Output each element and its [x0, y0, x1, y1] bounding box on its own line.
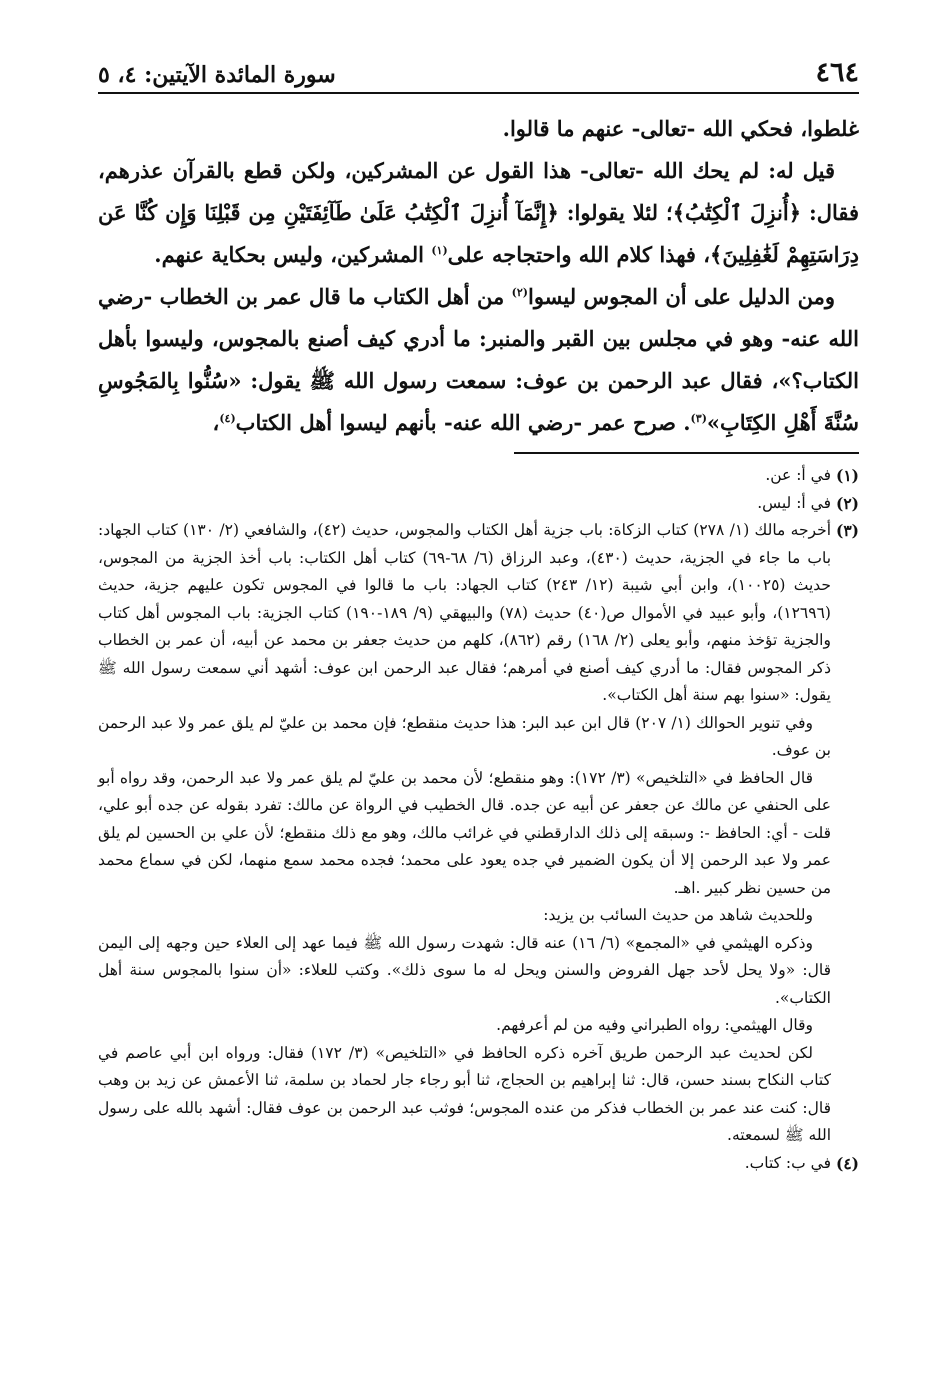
text-run: قيل له: لم يحك الله -تعالى- هذا القول عن المشركين، ولكن قطع بالقرآن عذرهم، فقال:	[98, 158, 860, 225]
footnote-paragraph: وفي تنوير الحوالك (١/ ٢٠٧) قال ابن عبد البر: هذا حديث منقطع؛ فإن محمد بن عليّ لم يلق عمر ولا عبد الرحمن بن عوف.	[98, 713, 831, 759]
footnote-paragraph: وذكره الهيثمي في «المجمع» (٦/ ١٦) عنه قال: شهدت رسول الله ﷺ فيما عهد إلى العلاء حين وجهه إلى اليمن قال: «ولا يحل لأحد جهل الفروض والسنن ويحل له ما سوى ذلك». وكتب للعلاء: «أن سنوا بالمجوس سنة أهل الكتاب».	[98, 933, 831, 1007]
footnote-text: في أ: عن.	[765, 466, 831, 484]
footnote-ref[interactable]: (١)	[431, 244, 448, 257]
footnote-ref[interactable]: (٣)	[690, 412, 707, 425]
footnote-2	[98, 490, 859, 518]
footnote-paragraph: وقال الهيثمي: رواه الطبراني وفيه من لم أعرفهم.	[496, 1016, 813, 1034]
footnote-4	[98, 1150, 859, 1178]
text-run: . صرح عمر -رضي الله عنه- بأنهم ليسوا أهل الكتاب	[235, 410, 691, 435]
main-text	[98, 108, 859, 444]
footnote-3-continued	[98, 710, 859, 1150]
footnote-marker: (١)	[835, 466, 859, 485]
footnote-1	[98, 462, 859, 490]
text-run: ، فهذا كلام الله واحتجاجه على	[447, 242, 711, 267]
text-run: ؛ لئلا يقولوا:	[558, 200, 673, 225]
footnote-paragraph: قال الحافظ في «التلخيص» (٣/ ١٧٢): وهو منقطع؛ لأن محمد بن عليّ لم يلق عمر ولا عبد الرحمن، وقد رواه أبو على الحنفي عن مالك عن جعفر عن أبيه عن جده. قال الخطيب في الرواة عن مالك: تفرد بقوله عن جده أبو علي، قلت - أي: الحافظ -: وسبقه إلى ذلك الدارقطني في غرائب مالك، وهو مع ذلك منقطع؛ لأن علي بن الحسين لم يلق عمر ولا عبد الرحمن إلا أن يكون الضمير في جده يعود على محمد؛ فجده محمد سمع منهما، لكن في سماع محمد من حسين نظر كبير .اهـ.	[98, 768, 831, 897]
footnote-text: في ب: كتاب.	[744, 1153, 831, 1172]
footnote-marker: (٢)	[835, 493, 859, 513]
page-header	[98, 40, 859, 94]
footnote-paragraph: وللحديث شاهد من حديث السائب بن يزيد:	[543, 906, 813, 924]
paragraph-1: غلطوا، فحكي الله -تعالى- عنهم ما قالوا.	[502, 116, 859, 141]
footnote-ref[interactable]: (٤)	[219, 412, 236, 425]
text-run: من أهل الكتاب ما قال عمر بن الخطاب -رضي الله عنه- وهو في مجلس بين القبر والمنبر: ما أدري كيف أصنع بالمجوس، وليسوا بأهل الكتاب؟»، فقال عبد الرحمن بن عوف: سمعت رسول الله ﷺ يقول: «سُنُّوا بِالمَجُوسِ سُنَّةَ أَهْلِ الكِتَابِ»	[98, 284, 859, 435]
footnote-text: في أ: ليس.	[757, 493, 831, 512]
footnote-3	[98, 517, 859, 710]
text-run: ،	[212, 410, 220, 435]
footnote-text: أخرجه مالك (١/ ٢٧٨) كتاب الزكاة: باب جزية أهل الكتاب والمجوس، حديث (٤٢)، والشافعي (٢/ ١٣٠) كتاب الجهاد: باب ما جاء في الجزية، حديث (٤٣٠)، وعبد الرزاق (٦/ ٦٨-٦٩) كتاب أهل الكتاب: باب أخذ الجزية من المجوس، حديث (١٠٠٢٥)، وابن أبي شيبة (١٢/ ٢٤٣) كتاب الجهاد: باب ما قالوا في المجوس تكون عليهم جزية، حديث (١٢٦٩٦)، وأبو عبيد في الأموال ص(٤٠) حديث (٧٨) والبيهقي (٩/ ١٨٩-١٩٠) كتاب الجزية: باب المجوس أهل كتاب والجزية تؤخذ منهم، وأبو يعلى (٢/ ١٦٨) رقم (٨٦٢)، كلهم من حديث جعفر بن محمد عن أبيه، أن عمر بن الخطاب ذكر المجوس فقال: ما أدري كيف أصنع في أمرهم؛ فقال عبد الرحمن ابن عوف: أشهد أني سمعت رسول الله ﷺ يقول: «سنوا بهم سنة أهل الكتاب».	[98, 521, 832, 704]
paragraph-3	[98, 276, 859, 444]
footnote-ref[interactable]: (٢)	[511, 286, 528, 299]
footnotes	[98, 462, 859, 1177]
footnote-paragraph: لكن لحديث عبد الرحمن طريق آخره ذكره الحافظ في «التلخيص» (٣/ ١٧٢) فقال: ورواه ابن أبي عاصم في كتاب النكاح بسند حسن، قال: ثنا إبراهيم بن الحجاج، ثنا أبو رجاء جار لحماد بن سلمة، ثنا الأعمش عن زيد بن وهب قال: كنت عند عمر بن الخطاب فذكر من عنده المجوس؛ فوثب عبد الرحمن بن عوف فقال: أشهد بالله على رسول الله ﷺ لسمعته.	[98, 1043, 831, 1144]
text-run: المشركين، وليس بحكاية عنهم.	[154, 242, 432, 267]
text-run: ومن الدليل على أن المجوس ليسوا	[528, 284, 835, 309]
footnote-separator	[514, 452, 859, 454]
running-title: سورة المائدة الآيتين: ٤، ٥	[98, 62, 336, 88]
quran-quote: ﴿إِنَّمَآ أُنزِلَ ٱلْكِتَٰبُ عَلَىٰ طَآئِفَتَيْنِ مِن قَبْلِنَا وَإِن كُنَّا عَن دِرَاسَتِهِمْ لَغَٰفِلِينَ﴾	[98, 200, 859, 267]
footnote-marker: (٣)	[835, 521, 859, 540]
page-number: ٤٦٤	[815, 57, 859, 88]
footnote-marker: (٤)	[835, 1153, 859, 1173]
quran-quote: ﴿أُنزِلَ ٱلْكِتَٰبُ﴾	[672, 200, 802, 225]
paragraph-2	[98, 150, 859, 276]
